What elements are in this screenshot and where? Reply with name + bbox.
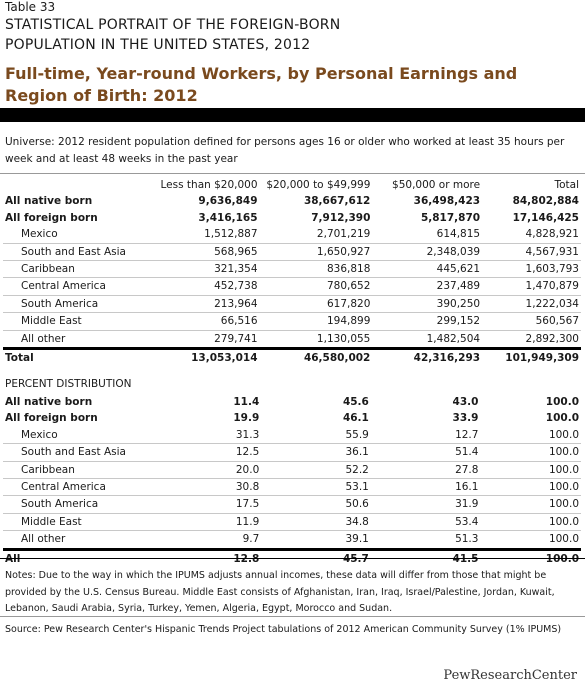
cell-value: 66,516 xyxy=(156,313,259,330)
title-line-2: POPULATION IN THE UNITED STATES, 2012 xyxy=(5,37,311,53)
cell-value: 51.4 xyxy=(371,444,481,461)
cell-value: 100.0 xyxy=(480,444,581,461)
universe-note: Universe: 2012 resident population defined for persons ages 16 or older who worked at least 35 hours per week and at least 48 weeks in the past year xyxy=(5,136,565,165)
cell-value: 51.3 xyxy=(371,531,481,549)
table-row xyxy=(3,210,581,226)
cell-value: 17,146,425 xyxy=(512,211,579,224)
cell-value: 100.0 xyxy=(480,531,581,549)
table-row xyxy=(3,261,581,278)
source-text: Source: Pew Research Center's Hispanic Trends Project tabulations of 2012 American Community Survey (1% IPUMS) xyxy=(5,624,562,635)
cell-value: 33.9 xyxy=(452,412,479,425)
cell-value: 445,621 xyxy=(372,261,482,278)
cell-value: 12.7 xyxy=(371,427,481,444)
row-label: South and East Asia xyxy=(3,444,161,461)
column-header: Less than $20,000 xyxy=(160,179,258,191)
row-label: All native born xyxy=(5,396,93,408)
cell-value: 53.1 xyxy=(261,479,371,496)
cell-value: 13,053,014 xyxy=(156,349,259,367)
table-row xyxy=(3,427,581,444)
cell-value: 1,512,887 xyxy=(156,226,259,243)
cell-value: 4,828,921 xyxy=(482,226,581,243)
table-row xyxy=(3,349,581,367)
table-row xyxy=(3,410,581,426)
cell-value: 1,130,055 xyxy=(260,330,373,348)
subtitle-line-2: Region of Birth: 2012 xyxy=(5,86,198,105)
cell-value: 46,580,002 xyxy=(260,349,373,367)
cell-value: 100.0 xyxy=(480,496,581,513)
row-label: South America xyxy=(3,295,156,312)
cell-value: 11.4 xyxy=(233,396,260,408)
column-header: $50,000 or more xyxy=(392,179,481,191)
cell-value: 100.0 xyxy=(480,479,581,496)
cell-value: 279,741 xyxy=(156,330,259,348)
table-row xyxy=(3,496,581,513)
cell-value: 1,603,793 xyxy=(482,261,581,278)
cell-value: 17.5 xyxy=(161,496,261,513)
header-blank xyxy=(3,177,156,193)
cell-value: 1,222,034 xyxy=(482,295,581,312)
table-row xyxy=(3,226,581,243)
cell-value: 11.9 xyxy=(161,513,261,530)
table-row xyxy=(3,330,581,348)
cell-value: 100.0 xyxy=(545,396,579,408)
row-label: Mexico xyxy=(3,427,161,444)
table-row xyxy=(3,461,581,478)
header-divider-bar xyxy=(0,108,585,122)
cell-value: 50.6 xyxy=(261,496,371,513)
divider xyxy=(0,173,585,174)
column-header: Total xyxy=(554,179,579,191)
cell-value: 836,818 xyxy=(260,261,373,278)
cell-value: 16.1 xyxy=(371,479,481,496)
cell-value: 194,899 xyxy=(260,313,373,330)
row-label: Middle East xyxy=(3,513,161,530)
cell-value: 617,820 xyxy=(260,295,373,312)
cell-value: 3,416,165 xyxy=(198,211,258,224)
table-row xyxy=(3,444,581,461)
cell-value: 100.0 xyxy=(480,513,581,530)
table-row xyxy=(3,193,581,209)
cell-value: 2,701,219 xyxy=(260,226,373,243)
table-row xyxy=(3,243,581,260)
row-label: All foreign born xyxy=(5,412,98,425)
cell-value: 614,815 xyxy=(372,226,482,243)
cell-value: 100.0 xyxy=(480,427,581,444)
counts-table xyxy=(3,177,581,366)
cell-value: 9.7 xyxy=(161,531,261,549)
table-subtitle xyxy=(5,63,517,107)
row-label: Caribbean xyxy=(3,261,156,278)
row-label: South America xyxy=(3,496,161,513)
title-line-1: STATISTICAL PORTRAIT OF THE FOREIGN-BORN xyxy=(5,17,341,33)
cell-value: 20.0 xyxy=(161,461,261,478)
cell-value: 1,470,879 xyxy=(482,278,581,295)
row-label: Mexico xyxy=(3,226,156,243)
cell-value: 452,738 xyxy=(156,278,259,295)
cell-value: 38,667,612 xyxy=(303,195,371,208)
cell-value: 2,892,300 xyxy=(482,330,581,348)
cell-value: 52.2 xyxy=(261,461,371,478)
percent-table xyxy=(3,394,581,567)
cell-value: 36,498,423 xyxy=(413,195,481,208)
cell-value: 1,650,927 xyxy=(260,243,373,260)
row-label: All other xyxy=(3,330,156,348)
row-label: Total xyxy=(3,349,156,367)
cell-value: 19.9 xyxy=(233,412,260,425)
cell-value: 12.5 xyxy=(161,444,261,461)
table-row xyxy=(3,278,581,295)
cell-value: 84,802,884 xyxy=(512,195,579,208)
cell-value: 390,250 xyxy=(372,295,482,312)
table-row xyxy=(3,479,581,496)
cell-value: 34.8 xyxy=(261,513,371,530)
cell-value: 39.1 xyxy=(261,531,371,549)
cell-value: 213,964 xyxy=(156,295,259,312)
row-label: South and East Asia xyxy=(3,243,156,260)
column-header-row xyxy=(3,177,581,193)
cell-value: 42,316,293 xyxy=(372,349,482,367)
page-title xyxy=(5,15,340,55)
cell-value: 31.9 xyxy=(371,496,481,513)
table-row xyxy=(3,513,581,530)
cell-value: 31.3 xyxy=(161,427,261,444)
row-label: Central America xyxy=(3,278,156,295)
notes-text: Notes: Due to the way in which the IPUMS adjusts annual incomes, these data will differ from those that might be provided by the U.S. Census Bureau. Middle East consists of Afghanistan, Iran, Iraq, Israel/Palestine, Jordan, Kuwait, Lebanon, Saudi Arabia, Syria, Turkey, Yemen, Algeria, Egypt, Morocco and Sudan. xyxy=(5,570,555,614)
cell-value: 7,912,390 xyxy=(311,211,371,224)
cell-value: 2,348,039 xyxy=(372,243,482,260)
row-label: All native born xyxy=(5,195,93,208)
table-number: Table 33 xyxy=(5,0,56,14)
cell-value: 45.6 xyxy=(342,396,369,408)
row-label: All other xyxy=(3,531,161,549)
cell-value: 36.1 xyxy=(261,444,371,461)
cell-value: 321,354 xyxy=(156,261,259,278)
subtitle-line-1: Full-time, Year-round Workers, by Personal Earnings and xyxy=(5,64,518,83)
cell-value: 237,489 xyxy=(372,278,482,295)
column-header: $20,000 to $49,999 xyxy=(266,179,371,191)
cell-value: 1,482,504 xyxy=(372,330,482,348)
cell-value: 9,636,849 xyxy=(198,195,258,208)
cell-value: 299,152 xyxy=(372,313,482,330)
cell-value: 46.1 xyxy=(342,412,369,425)
cell-value: 101,949,309 xyxy=(482,349,581,367)
table-row xyxy=(3,394,581,410)
cell-value: 560,567 xyxy=(482,313,581,330)
cell-value: 5,817,870 xyxy=(420,211,481,224)
cell-value: 30.8 xyxy=(161,479,261,496)
cell-value: 780,652 xyxy=(260,278,373,295)
row-label: Middle East xyxy=(3,313,156,330)
divider xyxy=(0,616,585,617)
row-label: Caribbean xyxy=(3,461,161,478)
percent-heading: PERCENT DISTRIBUTION xyxy=(5,378,132,390)
row-label: All foreign born xyxy=(5,211,98,224)
table-row xyxy=(3,295,581,312)
table-bottom-rule xyxy=(0,558,585,559)
cell-value: 100.0 xyxy=(545,412,579,425)
table-row xyxy=(3,313,581,330)
cell-value: 100.0 xyxy=(480,461,581,478)
cell-value: 55.9 xyxy=(261,427,371,444)
cell-value: 4,567,931 xyxy=(482,243,581,260)
cell-value: 43.0 xyxy=(452,396,479,408)
cell-value: 27.8 xyxy=(371,461,481,478)
row-label: Central America xyxy=(3,479,161,496)
table-row xyxy=(3,531,581,549)
cell-value: 568,965 xyxy=(156,243,259,260)
cell-value: 53.4 xyxy=(371,513,481,530)
pew-logo: PewResearchCenter xyxy=(443,668,577,683)
